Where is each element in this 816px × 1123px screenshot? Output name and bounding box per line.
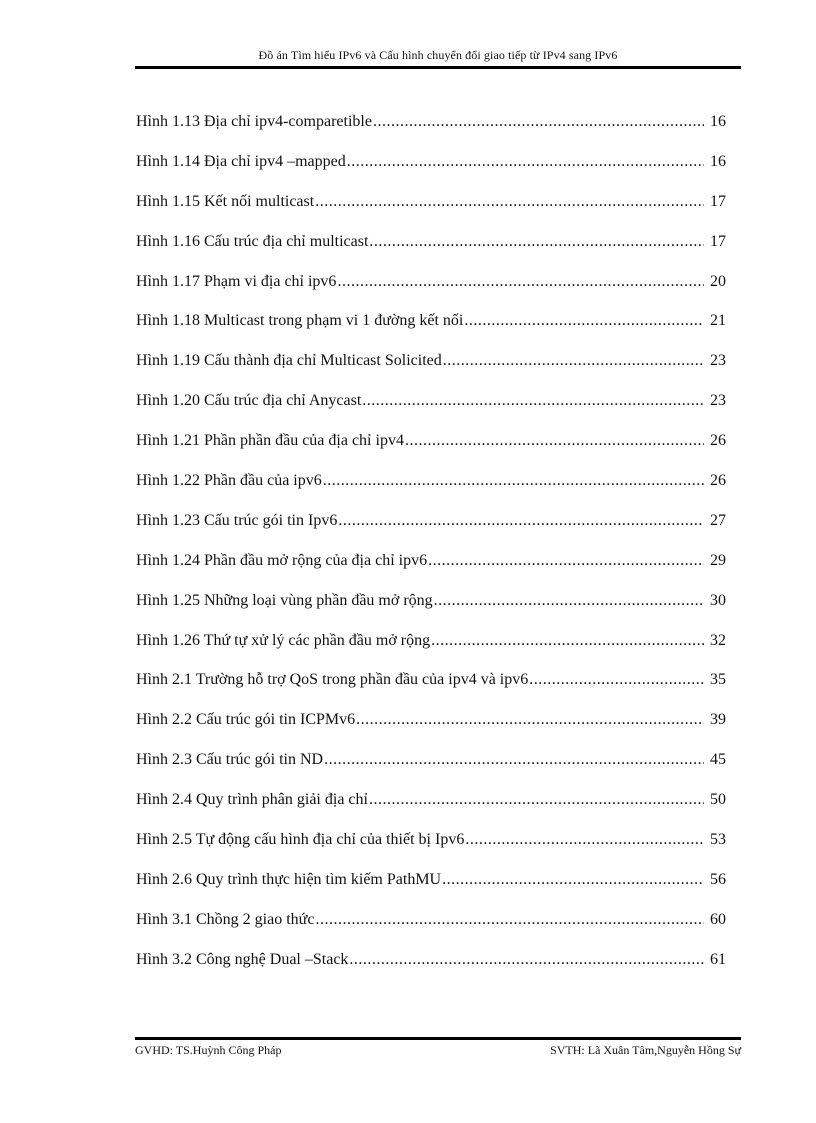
toc-dot-leader [431, 632, 704, 650]
toc-entry-page-number: 29 [710, 551, 726, 569]
toc-entry [136, 592, 726, 632]
toc-entry-page-number: 23 [710, 352, 726, 370]
toc-entry [136, 392, 726, 432]
toc-entry [136, 751, 726, 791]
toc-entry-label: Hình 1.26 Thứ tự xử lý các phần đầu mở rộng [136, 631, 431, 649]
toc-entry-label: Hình 1.19 Cấu thành địa chỉ Multicast Solicited [136, 352, 442, 370]
toc-entry [136, 831, 726, 871]
toc-entry-page-number: 39 [710, 711, 726, 729]
toc-entry-label: Hình 1.17 Phạm vi địa chỉ ipv6 [136, 272, 337, 290]
toc-entry-label: Hình 1.20 Cấu trúc địa chỉ Anycast [136, 392, 362, 410]
toc-dot-leader [428, 552, 704, 570]
toc-entry-label: Hình 2.5 Tự động cấu hình địa chỉ của thiết bị Ipv6 [136, 831, 465, 849]
toc-entry-page-number: 17 [710, 232, 726, 250]
toc-dot-leader [362, 392, 704, 410]
toc-dot-leader [315, 193, 704, 211]
toc-entry-label: Hình 1.25 Những loại vùng phần đầu mở rộng [136, 591, 433, 609]
toc-entry-page-number: 32 [710, 631, 726, 649]
footer-students: SVTH: Lã Xuân Tâm,Nguyễn Hồng Sự [550, 1043, 741, 1057]
toc-entry-label: Hình 3.2 Công nghệ Dual –Stack [136, 950, 349, 968]
page-header-title: Đồ án Tìm hiểu IPv6 và Cấu hình chuyển đổi giao tiếp từ IPv4 sang IPv6 [258, 48, 618, 62]
toc-entry-page-number: 60 [710, 910, 726, 928]
toc-entry-label: Hình 2.1 Trường hỗ trợ QoS trong phần đầu của ipv4 và ipv6 [136, 671, 529, 689]
toc-dot-leader [356, 711, 704, 729]
toc-entry-label: Hình 1.14 Địa chỉ ipv4 –mapped [136, 152, 346, 170]
toc-entry-page-number: 45 [710, 751, 726, 769]
toc-entry-page-number: 56 [710, 870, 726, 888]
toc-dot-leader [369, 233, 704, 251]
toc-dot-leader [338, 512, 704, 530]
toc-entry-page-number: 16 [710, 152, 726, 170]
toc-entry-page-number: 50 [710, 791, 726, 809]
toc-entry-label: Hình 2.4 Quy trình phân giải địa chỉ [136, 791, 368, 809]
toc-entry-page-number: 27 [710, 511, 726, 529]
toc-dot-leader [529, 671, 704, 689]
toc-entry-label: Hình 1.18 Multicast trong phạm vi 1 đường kết nối [136, 312, 464, 330]
toc-entry-label: Hình 1.22 Phần đầu của ipv6 [136, 472, 322, 490]
toc-entry-label: Hình 1.21 Phần phần đầu của địa chỉ ipv4 [136, 432, 404, 450]
toc-entry-label: Hình 1.16 Cấu trúc địa chỉ multicast [136, 232, 369, 250]
toc-entry [136, 472, 726, 512]
toc-entry-page-number: 30 [710, 591, 726, 609]
toc-entry-page-number: 20 [710, 272, 726, 290]
toc-dot-leader [442, 871, 704, 889]
toc-entry-page-number: 21 [710, 312, 726, 330]
list-of-figures [136, 113, 726, 991]
toc-entry [136, 153, 726, 193]
toc-dot-leader [323, 472, 704, 490]
toc-dot-leader [337, 273, 704, 291]
toc-entry-page-number: 26 [710, 432, 726, 450]
toc-entry [136, 791, 726, 831]
toc-entry [136, 911, 726, 951]
toc-dot-leader [349, 951, 704, 969]
toc-entry [136, 632, 726, 672]
toc-entry-page-number: 26 [710, 472, 726, 490]
toc-entry-label: Hình 2.2 Cấu trúc gói tin ICPMv6 [136, 711, 356, 729]
toc-entry [136, 711, 726, 751]
toc-dot-leader [347, 153, 704, 171]
footer-rule [135, 1037, 741, 1040]
toc-entry [136, 113, 726, 153]
toc-entry [136, 432, 726, 472]
toc-dot-leader [465, 831, 704, 849]
toc-entry [136, 193, 726, 233]
toc-entry [136, 552, 726, 592]
toc-entry-label: Hình 1.23 Cấu trúc gói tin Ipv6 [136, 511, 338, 529]
toc-entry-page-number: 35 [710, 671, 726, 689]
toc-dot-leader [315, 911, 704, 929]
toc-entry [136, 352, 726, 392]
toc-entry [136, 951, 726, 991]
toc-dot-leader [434, 592, 704, 610]
toc-dot-leader [324, 751, 704, 769]
toc-dot-leader [464, 312, 704, 330]
toc-dot-leader [373, 113, 704, 131]
toc-entry-page-number: 16 [710, 113, 726, 130]
toc-dot-leader [369, 791, 704, 809]
toc-entry-page-number: 17 [710, 192, 726, 210]
toc-entry-page-number: 53 [710, 831, 726, 849]
header-rule [135, 66, 741, 69]
toc-entry-page-number: 61 [710, 950, 726, 968]
footer-supervisor: GVHD: TS.Huỳnh Công Pháp [135, 1043, 282, 1057]
toc-entry [136, 233, 726, 273]
toc-entry-page-number: 23 [710, 392, 726, 410]
toc-entry-label: Hình 2.6 Quy trình thực hiện tìm kiếm PathMU [136, 870, 442, 888]
toc-entry [136, 312, 726, 352]
toc-entry [136, 871, 726, 911]
toc-dot-leader [405, 432, 704, 450]
toc-entry-label: Hình 1.15 Kết nối multicast [136, 192, 315, 210]
toc-entry [136, 671, 726, 711]
toc-entry-label: Hình 3.1 Chồng 2 giao thức [136, 910, 315, 928]
toc-entry-label: Hình 2.3 Cấu trúc gói tin ND [136, 751, 324, 769]
toc-entry-label: Hình 1.13 Địa chỉ ipv4-comparetible [136, 113, 372, 130]
toc-entry [136, 512, 726, 552]
toc-dot-leader [443, 352, 704, 370]
toc-entry [136, 273, 726, 313]
toc-entry-label: Hình 1.24 Phần đầu mở rộng của địa chỉ ipv6 [136, 551, 428, 569]
